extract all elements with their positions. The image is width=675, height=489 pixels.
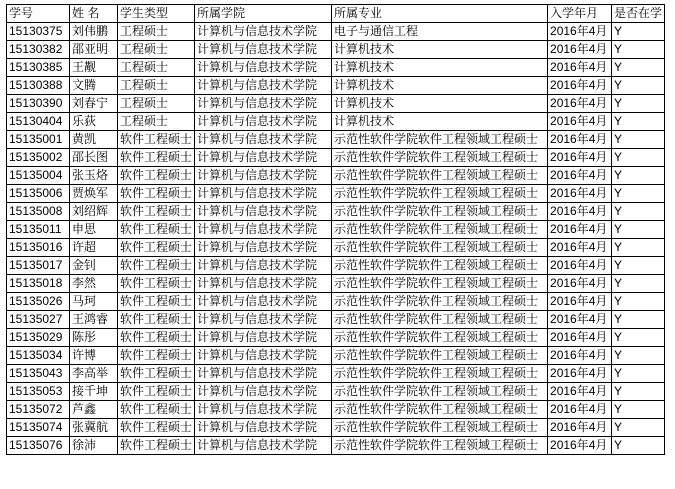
cell-major: 示范性软件学院软件工程领域工程硕士 [332, 293, 548, 311]
cell-in-school: Y [612, 347, 665, 365]
cell-student-id: 15130382 [7, 41, 70, 59]
table-row [7, 149, 665, 167]
cell-student-type: 软件工程硕士 [118, 347, 195, 365]
cell-student-type: 软件工程硕士 [118, 275, 195, 293]
cell-major: 计算机技术 [332, 95, 548, 113]
table-row [7, 329, 665, 347]
cell-student-id: 15135011 [7, 221, 70, 239]
cell-name: 许超 [70, 239, 118, 257]
cell-enrollment-date: 2016年4月 [548, 347, 612, 365]
cell-college: 计算机与信息技术学院 [195, 131, 332, 149]
cell-student-type: 软件工程硕士 [118, 203, 195, 221]
cell-enrollment-date: 2016年4月 [548, 401, 612, 419]
cell-enrollment-date: 2016年4月 [548, 95, 612, 113]
cell-student-id: 15135008 [7, 203, 70, 221]
cell-enrollment-date: 2016年4月 [548, 185, 612, 203]
cell-college: 计算机与信息技术学院 [195, 41, 332, 59]
cell-college: 计算机与信息技术学院 [195, 59, 332, 77]
cell-major: 电子与通信工程 [332, 23, 548, 41]
cell-major: 计算机技术 [332, 41, 548, 59]
cell-enrollment-date: 2016年4月 [548, 437, 612, 455]
cell-student-type: 软件工程硕士 [118, 401, 195, 419]
cell-student-type: 工程硕士 [118, 95, 195, 113]
cell-college: 计算机与信息技术学院 [195, 419, 332, 437]
column-header-major: 所属专业 [332, 5, 548, 23]
cell-enrollment-date: 2016年4月 [548, 311, 612, 329]
cell-name: 文腾 [70, 77, 118, 95]
cell-in-school: Y [612, 149, 665, 167]
cell-student-id: 15130385 [7, 59, 70, 77]
cell-student-type: 软件工程硕士 [118, 383, 195, 401]
cell-name: 陈彤 [70, 329, 118, 347]
cell-in-school: Y [612, 95, 665, 113]
table-row [7, 167, 665, 185]
cell-student-id: 15135017 [7, 257, 70, 275]
table-row [7, 113, 665, 131]
cell-college: 计算机与信息技术学院 [195, 23, 332, 41]
cell-enrollment-date: 2016年4月 [548, 275, 612, 293]
cell-major: 示范性软件学院软件工程领域工程硕士 [332, 149, 548, 167]
cell-student-id: 15135016 [7, 239, 70, 257]
cell-in-school: Y [612, 41, 665, 59]
cell-student-type: 软件工程硕士 [118, 293, 195, 311]
cell-major: 示范性软件学院软件工程领域工程硕士 [332, 167, 548, 185]
cell-student-type: 软件工程硕士 [118, 131, 195, 149]
cell-name: 刘绍辉 [70, 203, 118, 221]
table-row [7, 311, 665, 329]
cell-student-id: 15135001 [7, 131, 70, 149]
cell-enrollment-date: 2016年4月 [548, 59, 612, 77]
cell-enrollment-date: 2016年4月 [548, 221, 612, 239]
cell-student-id: 15135029 [7, 329, 70, 347]
cell-major: 示范性软件学院软件工程领域工程硕士 [332, 329, 548, 347]
cell-major: 示范性软件学院软件工程领域工程硕士 [332, 437, 548, 455]
cell-enrollment-date: 2016年4月 [548, 203, 612, 221]
cell-college: 计算机与信息技术学院 [195, 221, 332, 239]
cell-college: 计算机与信息技术学院 [195, 329, 332, 347]
cell-name: 刘春宁 [70, 95, 118, 113]
cell-college: 计算机与信息技术学院 [195, 203, 332, 221]
column-header-college: 所属学院 [195, 5, 332, 23]
cell-student-id: 15135053 [7, 383, 70, 401]
cell-enrollment-date: 2016年4月 [548, 131, 612, 149]
cell-enrollment-date: 2016年4月 [548, 383, 612, 401]
cell-college: 计算机与信息技术学院 [195, 167, 332, 185]
cell-in-school: Y [612, 275, 665, 293]
table-row [7, 293, 665, 311]
cell-student-type: 软件工程硕士 [118, 221, 195, 239]
cell-student-id: 15135006 [7, 185, 70, 203]
cell-college: 计算机与信息技术学院 [195, 113, 332, 131]
cell-in-school: Y [612, 257, 665, 275]
column-header-enrollment-date: 入学年月 [548, 5, 612, 23]
cell-in-school: Y [612, 401, 665, 419]
cell-college: 计算机与信息技术学院 [195, 437, 332, 455]
table-row [7, 257, 665, 275]
cell-in-school: Y [612, 167, 665, 185]
cell-student-type: 软件工程硕士 [118, 311, 195, 329]
cell-student-id: 15135027 [7, 311, 70, 329]
cell-enrollment-date: 2016年4月 [548, 257, 612, 275]
table-row [7, 239, 665, 257]
table-header-row [7, 5, 665, 23]
cell-in-school: Y [612, 293, 665, 311]
table-body [7, 23, 665, 455]
cell-college: 计算机与信息技术学院 [195, 311, 332, 329]
cell-major: 示范性软件学院软件工程领域工程硕士 [332, 419, 548, 437]
cell-enrollment-date: 2016年4月 [548, 23, 612, 41]
table-row [7, 437, 665, 455]
cell-name: 王觏 [70, 59, 118, 77]
cell-student-type: 软件工程硕士 [118, 365, 195, 383]
cell-in-school: Y [612, 383, 665, 401]
cell-major: 示范性软件学院软件工程领域工程硕士 [332, 221, 548, 239]
cell-in-school: Y [612, 203, 665, 221]
cell-name: 贾焕军 [70, 185, 118, 203]
cell-in-school: Y [612, 113, 665, 131]
cell-student-id: 15135043 [7, 365, 70, 383]
cell-student-id: 15135034 [7, 347, 70, 365]
cell-name: 徐沛 [70, 437, 118, 455]
cell-enrollment-date: 2016年4月 [548, 41, 612, 59]
cell-name: 刘伟鹏 [70, 23, 118, 41]
table-row [7, 41, 665, 59]
cell-student-id: 15130404 [7, 113, 70, 131]
cell-student-type: 软件工程硕士 [118, 419, 195, 437]
cell-college: 计算机与信息技术学院 [195, 257, 332, 275]
cell-name: 邵长图 [70, 149, 118, 167]
cell-enrollment-date: 2016年4月 [548, 365, 612, 383]
table-row [7, 401, 665, 419]
table-row [7, 347, 665, 365]
cell-student-type: 软件工程硕士 [118, 185, 195, 203]
cell-student-type: 软件工程硕士 [118, 167, 195, 185]
cell-name: 王鸿睿 [70, 311, 118, 329]
cell-college: 计算机与信息技术学院 [195, 293, 332, 311]
cell-student-type: 软件工程硕士 [118, 239, 195, 257]
cell-name: 乐荻 [70, 113, 118, 131]
cell-in-school: Y [612, 437, 665, 455]
cell-college: 计算机与信息技术学院 [195, 365, 332, 383]
cell-enrollment-date: 2016年4月 [548, 113, 612, 131]
cell-in-school: Y [612, 419, 665, 437]
cell-college: 计算机与信息技术学院 [195, 77, 332, 95]
cell-major: 示范性软件学院软件工程领域工程硕士 [332, 203, 548, 221]
cell-enrollment-date: 2016年4月 [548, 419, 612, 437]
cell-major: 示范性软件学院软件工程领域工程硕士 [332, 239, 548, 257]
cell-major: 示范性软件学院软件工程领域工程硕士 [332, 257, 548, 275]
cell-student-id: 15135002 [7, 149, 70, 167]
cell-student-id: 15135026 [7, 293, 70, 311]
cell-name: 李高举 [70, 365, 118, 383]
table-row [7, 185, 665, 203]
table-row [7, 419, 665, 437]
cell-enrollment-date: 2016年4月 [548, 329, 612, 347]
cell-enrollment-date: 2016年4月 [548, 77, 612, 95]
column-header-in-school: 是否在学 [612, 5, 665, 23]
cell-name: 芦鑫 [70, 401, 118, 419]
cell-student-type: 软件工程硕士 [118, 329, 195, 347]
table-row [7, 77, 665, 95]
cell-major: 示范性软件学院软件工程领域工程硕士 [332, 365, 548, 383]
cell-major: 示范性软件学院软件工程领域工程硕士 [332, 131, 548, 149]
cell-student-id: 15135018 [7, 275, 70, 293]
column-header-name: 姓 名 [70, 5, 118, 23]
cell-student-type: 软件工程硕士 [118, 437, 195, 455]
cell-college: 计算机与信息技术学院 [195, 383, 332, 401]
cell-name: 接千坤 [70, 383, 118, 401]
cell-college: 计算机与信息技术学院 [195, 347, 332, 365]
cell-major: 示范性软件学院软件工程领域工程硕士 [332, 275, 548, 293]
cell-name: 黄凯 [70, 131, 118, 149]
cell-name: 许博 [70, 347, 118, 365]
cell-in-school: Y [612, 77, 665, 95]
cell-name: 李然 [70, 275, 118, 293]
cell-name: 金钊 [70, 257, 118, 275]
cell-student-type: 工程硕士 [118, 77, 195, 95]
cell-student-id: 15130388 [7, 77, 70, 95]
cell-major: 计算机技术 [332, 77, 548, 95]
cell-enrollment-date: 2016年4月 [548, 167, 612, 185]
column-header-student-id: 学号 [7, 5, 70, 23]
cell-student-id: 15135004 [7, 167, 70, 185]
table-row [7, 131, 665, 149]
cell-in-school: Y [612, 131, 665, 149]
cell-college: 计算机与信息技术学院 [195, 95, 332, 113]
cell-in-school: Y [612, 59, 665, 77]
cell-major: 计算机技术 [332, 59, 548, 77]
cell-student-id: 15130375 [7, 23, 70, 41]
cell-major: 示范性软件学院软件工程领域工程硕士 [332, 347, 548, 365]
cell-in-school: Y [612, 239, 665, 257]
cell-name: 马珂 [70, 293, 118, 311]
cell-major: 计算机技术 [332, 113, 548, 131]
cell-enrollment-date: 2016年4月 [548, 149, 612, 167]
cell-student-type: 软件工程硕士 [118, 149, 195, 167]
table-row [7, 23, 665, 41]
cell-college: 计算机与信息技术学院 [195, 401, 332, 419]
student-list-table [6, 4, 665, 455]
cell-student-type: 工程硕士 [118, 23, 195, 41]
cell-in-school: Y [612, 23, 665, 41]
cell-enrollment-date: 2016年4月 [548, 239, 612, 257]
cell-name: 张玉烙 [70, 167, 118, 185]
cell-college: 计算机与信息技术学院 [195, 275, 332, 293]
cell-college: 计算机与信息技术学院 [195, 239, 332, 257]
cell-student-id: 15135076 [7, 437, 70, 455]
column-header-student-type: 学生类型 [118, 5, 195, 23]
cell-name: 邵亚明 [70, 41, 118, 59]
cell-major: 示范性软件学院软件工程领域工程硕士 [332, 185, 548, 203]
cell-student-id: 15135072 [7, 401, 70, 419]
table-row [7, 59, 665, 77]
cell-major: 示范性软件学院软件工程领域工程硕士 [332, 383, 548, 401]
cell-in-school: Y [612, 365, 665, 383]
cell-major: 示范性软件学院软件工程领域工程硕士 [332, 311, 548, 329]
cell-student-type: 工程硕士 [118, 41, 195, 59]
cell-student-id: 15130390 [7, 95, 70, 113]
cell-in-school: Y [612, 311, 665, 329]
table-row [7, 275, 665, 293]
cell-student-type: 工程硕士 [118, 59, 195, 77]
cell-in-school: Y [612, 329, 665, 347]
cell-name: 申思 [70, 221, 118, 239]
cell-student-id: 15135074 [7, 419, 70, 437]
table-row [7, 95, 665, 113]
table-row [7, 383, 665, 401]
cell-student-type: 工程硕士 [118, 113, 195, 131]
cell-name: 张冀航 [70, 419, 118, 437]
table-row [7, 203, 665, 221]
cell-college: 计算机与信息技术学院 [195, 185, 332, 203]
cell-in-school: Y [612, 221, 665, 239]
cell-in-school: Y [612, 185, 665, 203]
table-row [7, 365, 665, 383]
cell-enrollment-date: 2016年4月 [548, 293, 612, 311]
cell-college: 计算机与信息技术学院 [195, 149, 332, 167]
cell-student-type: 软件工程硕士 [118, 257, 195, 275]
table-row [7, 221, 665, 239]
cell-major: 示范性软件学院软件工程领域工程硕士 [332, 401, 548, 419]
